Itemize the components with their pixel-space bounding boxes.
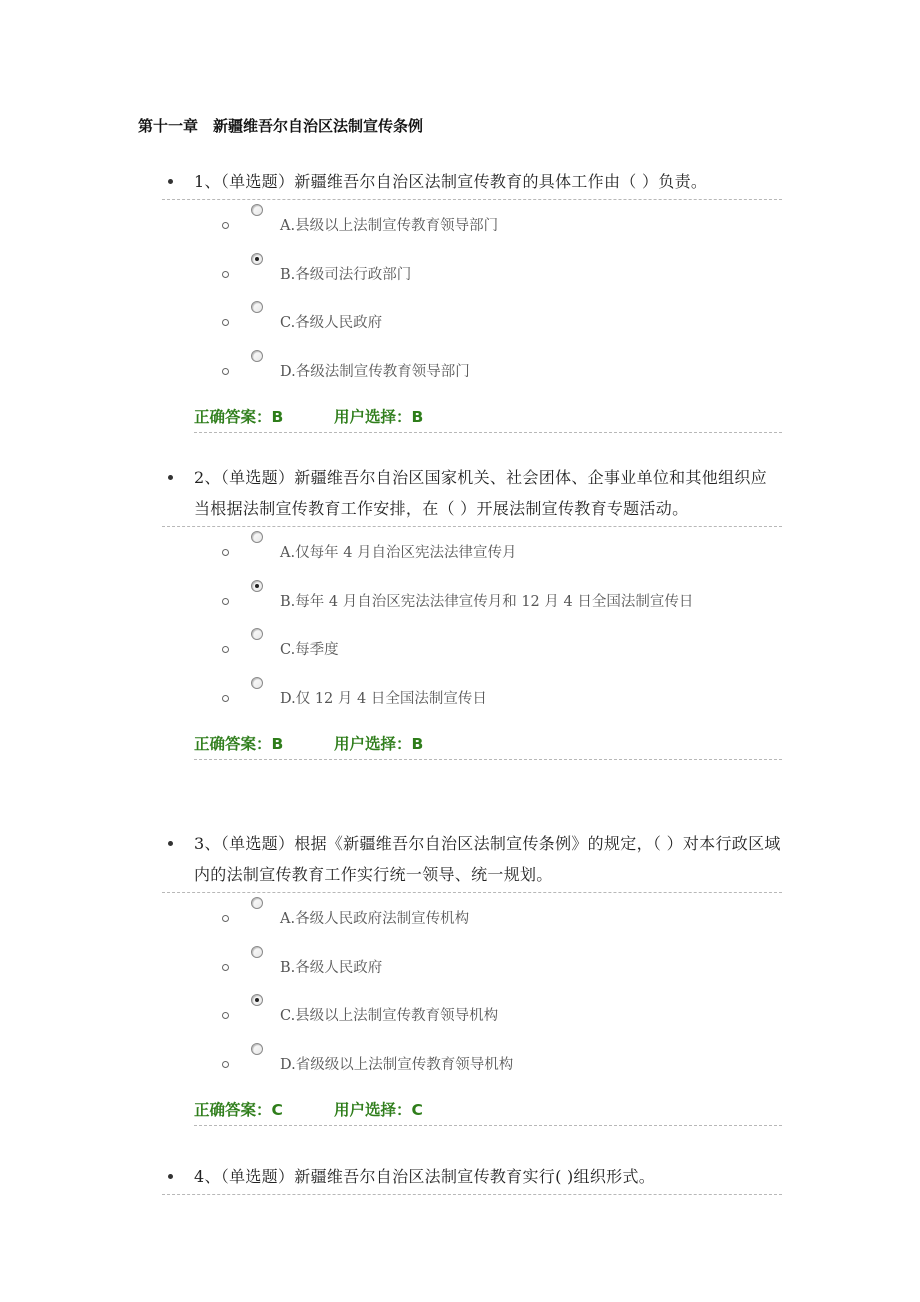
circle-bullet-icon — [222, 1061, 229, 1068]
option-label: A.各级人民政府法制宣传机构 — [280, 911, 470, 927]
circle-bullet-icon — [222, 1012, 229, 1019]
option-c[interactable] — [162, 624, 782, 673]
question-1 — [162, 166, 782, 433]
radio-button[interactable] — [251, 677, 263, 689]
option-b[interactable] — [162, 942, 782, 991]
circle-bullet-icon — [222, 549, 229, 556]
user-choice: 用户选择：C — [334, 1101, 423, 1119]
question-stem — [162, 1161, 782, 1195]
option-d[interactable] — [162, 673, 782, 722]
radio-button-checked[interactable] — [251, 253, 263, 265]
answer-result — [194, 1095, 782, 1126]
circle-bullet-icon — [222, 646, 229, 653]
question-2 — [162, 462, 782, 760]
radio-button[interactable] — [251, 531, 263, 543]
circle-bullet-icon — [222, 695, 229, 702]
option-label: C.各级人民政府 — [280, 315, 383, 331]
option-c[interactable] — [162, 297, 782, 346]
radio-button[interactable] — [251, 946, 263, 958]
option-label: C.每季度 — [280, 642, 339, 658]
option-b[interactable] — [162, 249, 782, 298]
question-4 — [162, 1161, 782, 1195]
chapter-title: 第十一章 新疆维吾尔自治区法制宣传条例 — [138, 117, 424, 135]
question-stem-text: 1、（单选题）新疆维吾尔自治区法制宣传教育的具体工作由（ ）负责。 — [194, 172, 708, 191]
radio-button[interactable] — [251, 301, 263, 313]
option-d[interactable] — [162, 1039, 782, 1088]
correct-answer: 正确答案：C — [194, 1101, 283, 1119]
option-label: A.县级以上法制宣传教育领导部门 — [280, 218, 499, 234]
option-d[interactable] — [162, 346, 782, 395]
answer-result — [194, 402, 782, 433]
option-c[interactable] — [162, 990, 782, 1039]
option-a[interactable] — [162, 200, 782, 249]
radio-button[interactable] — [251, 1043, 263, 1055]
radio-button-checked[interactable] — [251, 580, 263, 592]
bullet-icon — [168, 841, 173, 846]
option-label: B.各级司法行政部门 — [280, 266, 412, 283]
option-label: D.省级级以上法制宣传教育领导机构 — [280, 1056, 514, 1073]
radio-button[interactable] — [251, 204, 263, 216]
circle-bullet-icon — [222, 964, 229, 971]
option-label: B.各级人民政府 — [280, 959, 383, 976]
radio-button[interactable] — [251, 350, 263, 362]
question-stem-text: 3、（单选题）根据《新疆维吾尔自治区法制宣传条例》的规定，（ ）对本行政区域内的法制宣传教育工作实行统一领导、统一规划。 — [194, 834, 781, 884]
radio-button[interactable] — [251, 897, 263, 909]
option-label: A.仅每年 4 月自治区宪法法律宣传月 — [280, 545, 517, 561]
circle-bullet-icon — [222, 271, 229, 278]
option-label: C.县级以上法制宣传教育领导机构 — [280, 1008, 499, 1024]
correct-answer: 正确答案：B — [194, 408, 284, 426]
answer-result — [194, 729, 782, 760]
circle-bullet-icon — [222, 598, 229, 605]
option-a[interactable] — [162, 893, 782, 942]
user-choice: 用户选择：B — [334, 735, 424, 753]
circle-bullet-icon — [222, 222, 229, 229]
question-stem — [162, 828, 782, 893]
radio-button-checked[interactable] — [251, 994, 263, 1006]
bullet-icon — [168, 1174, 173, 1179]
option-label: B.每年 4 月自治区宪法法律宣传月和 12 月 4 日全国法制宣传日 — [280, 593, 694, 610]
circle-bullet-icon — [222, 319, 229, 326]
question-stem — [162, 462, 782, 527]
question-stem — [162, 166, 782, 200]
user-choice: 用户选择：B — [334, 408, 424, 426]
radio-button[interactable] — [251, 628, 263, 640]
option-a[interactable] — [162, 527, 782, 576]
bullet-icon — [168, 179, 173, 184]
option-b[interactable] — [162, 576, 782, 625]
option-label: D.各级法制宣传教育领导部门 — [280, 363, 470, 380]
option-list — [162, 893, 782, 1087]
question-3 — [162, 828, 782, 1126]
bullet-icon — [168, 475, 173, 480]
question-stem-text: 4、（单选题）新疆维吾尔自治区法制宣传教育实行( )组织形式。 — [194, 1167, 656, 1186]
option-list — [162, 200, 782, 394]
option-label: D.仅 12 月 4 日全国法制宣传日 — [280, 690, 487, 707]
option-list — [162, 527, 782, 721]
circle-bullet-icon — [222, 368, 229, 375]
correct-answer: 正确答案：B — [194, 735, 284, 753]
question-stem-text: 2、（单选题）新疆维吾尔自治区国家机关、社会团体、企事业单位和其他组织应当根据法制宣传教育工作安排，在（ ）开展法制宣传教育专题活动。 — [194, 468, 767, 518]
circle-bullet-icon — [222, 915, 229, 922]
